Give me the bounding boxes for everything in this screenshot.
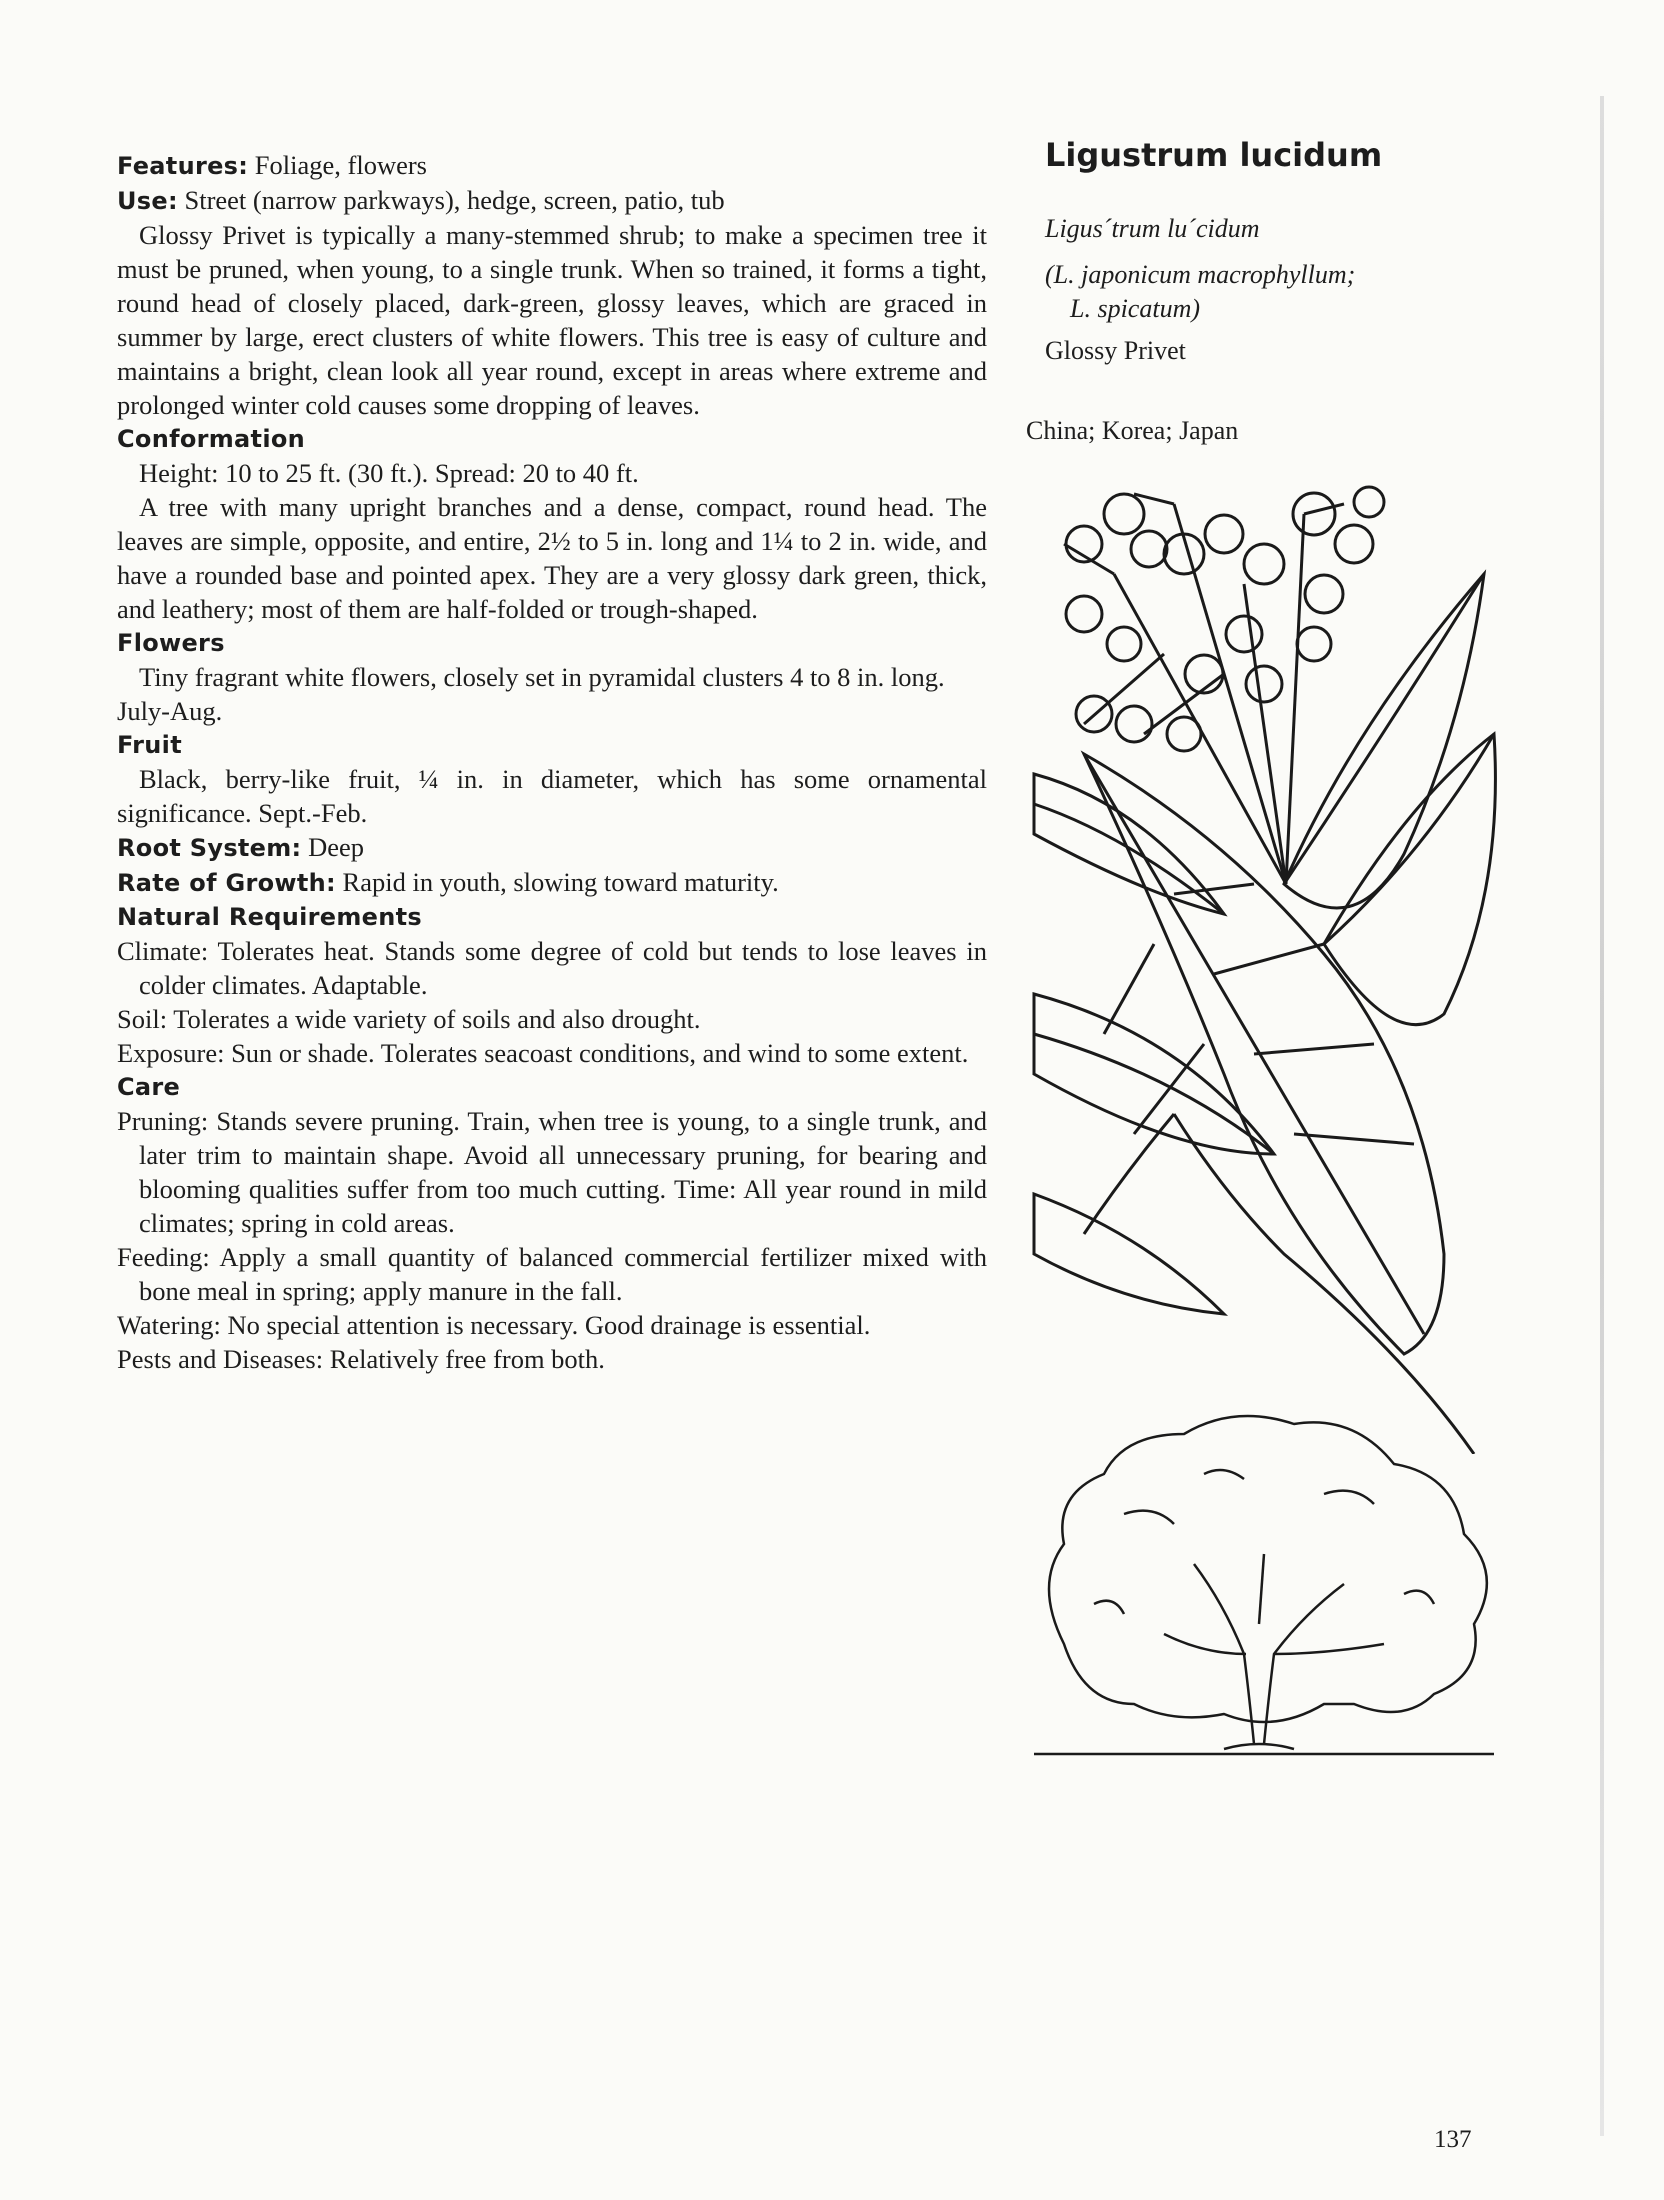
- features-label: Features:: [117, 152, 249, 180]
- rate-of-growth-line: [117, 865, 987, 900]
- origin: China; Korea; Japan: [1026, 416, 1239, 445]
- leaf-berry-illustration: [1024, 474, 1504, 1454]
- flowers-heading: Flowers: [117, 629, 225, 657]
- conformation-paragraph: A tree with many upright branches and a dense, compact, round head. The leaves are simple, opposite, and entire, 2½ to 5 in. long and 1¼ to 2 in. wide, and have a rounded base and pointed apex. They are a very glossy dark green, thick, and leathery; most of them are half-folded or trough-shaped.: [117, 492, 987, 624]
- pronunciation: Ligus´trum lu´cidum: [1045, 214, 1260, 243]
- rate-of-growth-value: Rapid in youth, slowing toward maturity.: [342, 867, 779, 897]
- root-system-value: Deep: [308, 832, 365, 862]
- exposure-text: Exposure: Sun or shade. Tolerates seacoast conditions, and wind to some extent.: [117, 1038, 969, 1068]
- conformation-heading: Conformation: [117, 425, 306, 453]
- common-name: Glossy Privet: [1045, 336, 1186, 365]
- fruit-heading: Fruit: [117, 731, 182, 759]
- use-paragraph: Glossy Privet is typically a many-stemmed shrub; to make a specimen tree it must be pruned, when young, to a single trunk. When so trained, it forms a tight, round head of closely placed, dark-green, glossy leaves, which are graced in summer by large, erect clusters of white flowers. This tree is easy of culture and maintains a bright, clean look all year round, except in areas where extreme and prolonged winter cold causes some dropping of leaves.: [117, 220, 987, 420]
- pests-text: Pests and Diseases: Relatively free from both.: [117, 1344, 605, 1374]
- feeding-text: Feeding: Apply a small quantity of balanced commercial fertilizer mixed with bone meal in spring; apply manure in the fall.: [117, 1242, 987, 1306]
- page-edge-shadow: [1600, 96, 1604, 2136]
- use-line: [117, 183, 987, 218]
- watering-text: Watering: No special attention is necessary. Good drainage is essential.: [117, 1310, 871, 1340]
- features-line: [117, 148, 987, 183]
- tree-silhouette-illustration: [1024, 1404, 1504, 1774]
- root-system-line: [117, 830, 987, 865]
- pruning-text: Pruning: Stands severe pruning. Train, when tree is young, to a single trunk, and later trim to maintain shape. Avoid all unnecessary pruning, for bearing and blooming qualities suffer from too much cutting. Time: All year round in mild climates; spring in cold areas.: [117, 1106, 987, 1238]
- use-label: Use:: [117, 187, 178, 215]
- synonyms-line-1: (L. japonicum macrophyllum;: [1045, 260, 1356, 289]
- species-title: Ligustrum lucidum: [1045, 136, 1383, 174]
- main-text-column: [117, 148, 987, 1376]
- page-number: 137: [1434, 2126, 1472, 2153]
- flowers-text: Tiny fragrant white flowers, closely set in pyramidal clusters 4 to 8 in. long. July-Aug.: [117, 662, 945, 726]
- features-value: Foliage, flowers: [254, 150, 427, 180]
- synonyms-line-2: L. spicatum): [1070, 294, 1200, 323]
- climate-text: Climate: Tolerates heat. Stands some degree of cold but tends to lose leaves in colder climates. Adaptable.: [117, 936, 987, 1000]
- fruit-text: Black, berry-like fruit, ¼ in. in diameter, which has some ornamental significance. Sept.-Feb.: [117, 764, 987, 828]
- use-value: Street (narrow parkways), hedge, screen, patio, tub: [184, 185, 725, 215]
- care-heading: Care: [117, 1073, 181, 1101]
- natural-requirements-heading: Natural Requirements: [117, 903, 422, 931]
- rate-of-growth-label: Rate of Growth:: [117, 869, 336, 897]
- conformation-dimensions: Height: 10 to 25 ft. (30 ft.). Spread: 20 to 40 ft.: [139, 458, 639, 488]
- soil-text: Soil: Tolerates a wide variety of soils and also drought.: [117, 1004, 701, 1034]
- root-system-label: Root System:: [117, 834, 302, 862]
